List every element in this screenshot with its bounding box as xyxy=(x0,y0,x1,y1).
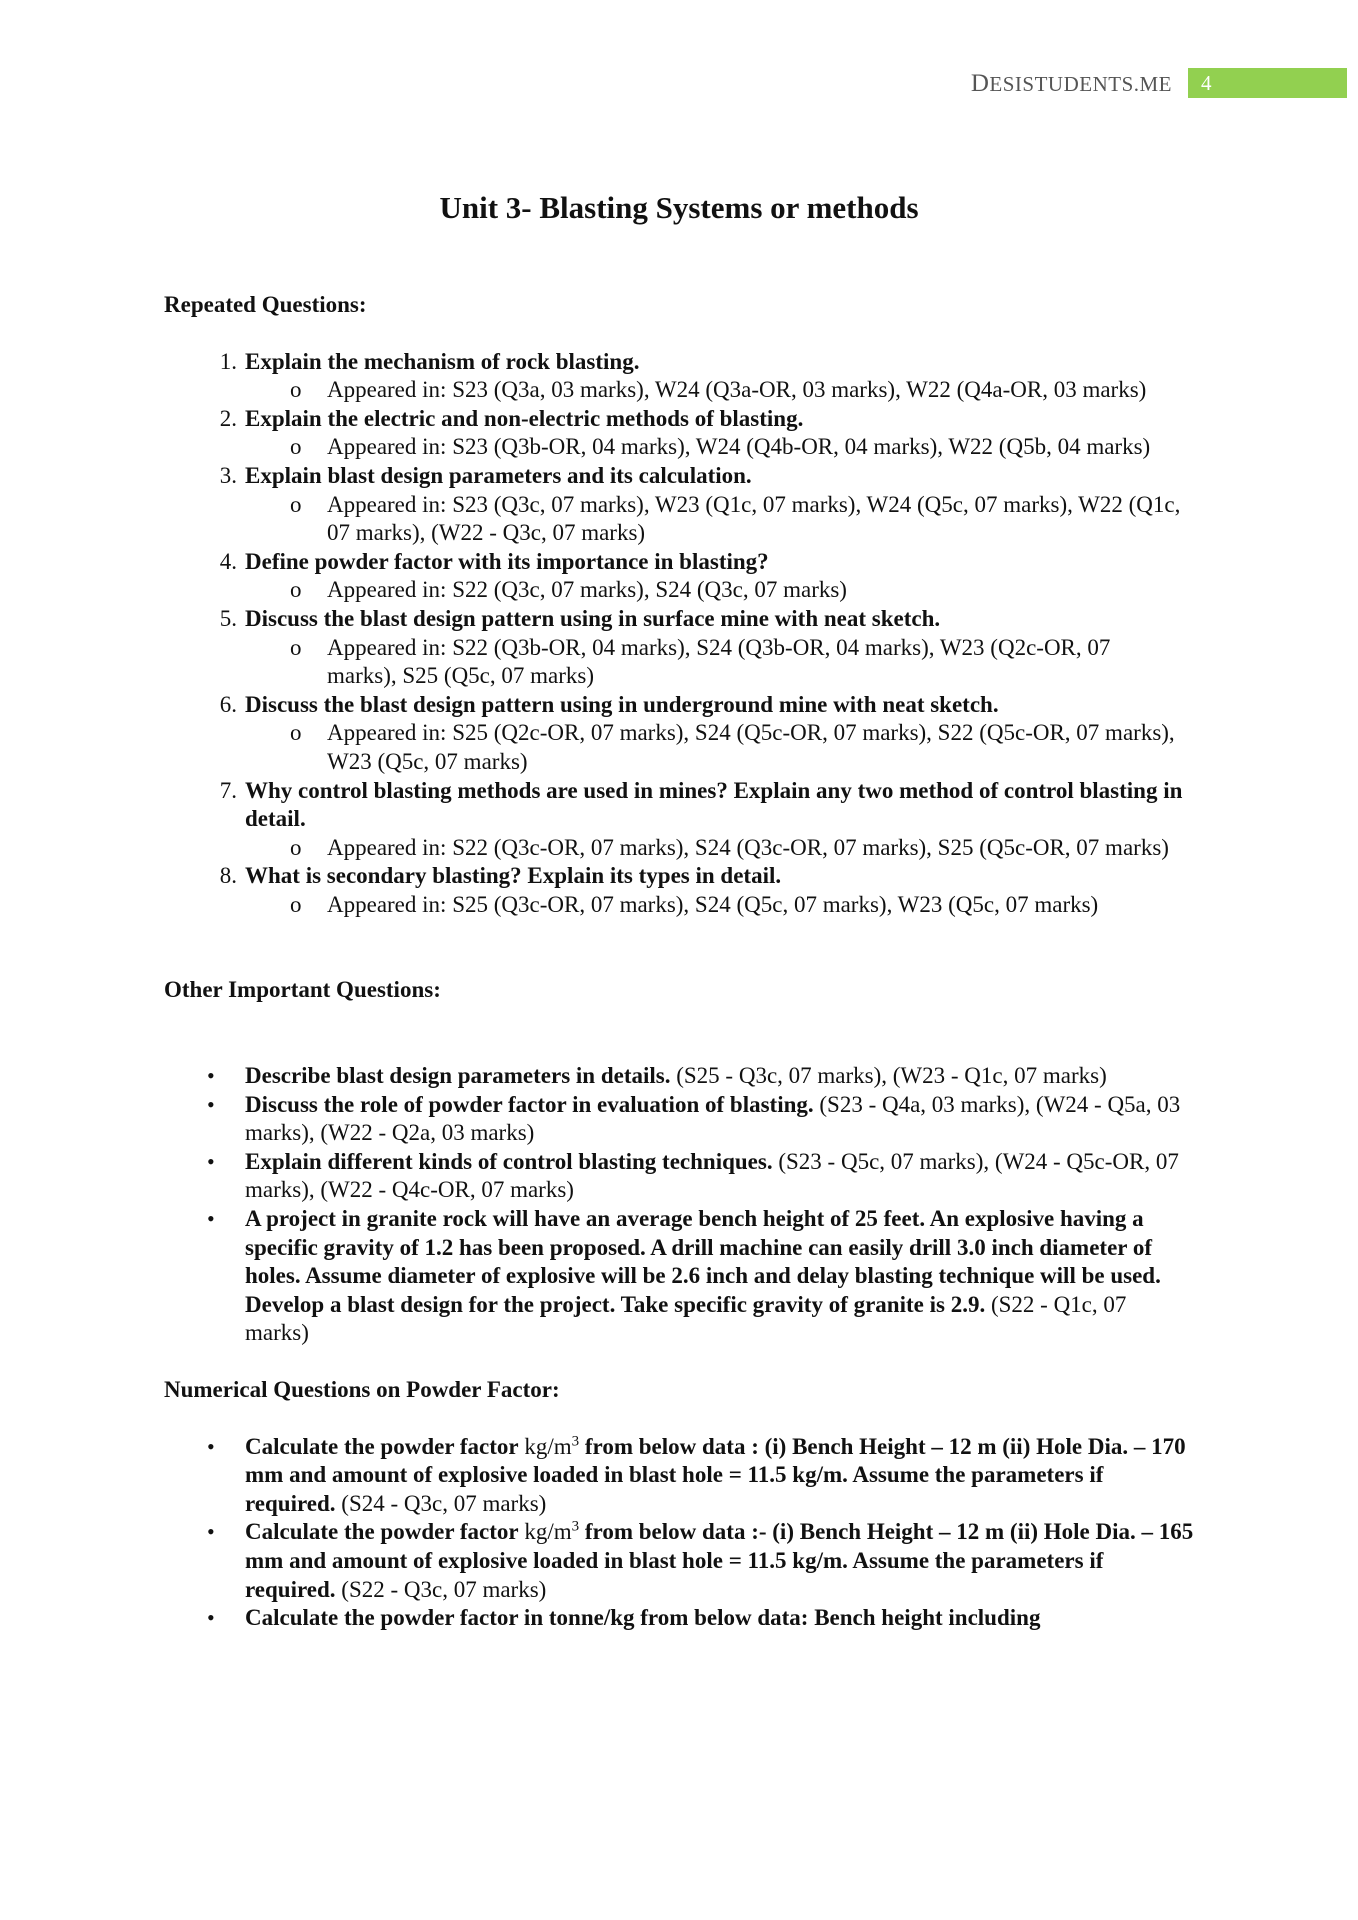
bullet-o-icon: o xyxy=(290,834,302,860)
question-text: Why control blasting methods are used in mines? Explain any two method of control blasting in detail. xyxy=(245,777,1183,832)
bullet-o-icon: o xyxy=(290,434,302,460)
list-item xyxy=(207,1062,1195,1091)
question-text: Describe blast design parameters in details. xyxy=(245,1063,671,1089)
unit-superscript: 3 xyxy=(571,1518,580,1535)
bullet-dot-icon: • xyxy=(207,1605,215,1631)
list-item xyxy=(207,1148,1195,1205)
appeared-in: o Appeared in: S23 (Q3c, 07 marks), W23 (Q1c, 07 marks), W24 (Q5c, 07 marks), W22 (Q1c, 07 marks), (W22 - Q3c, 07 marks) xyxy=(290,491,1181,546)
appeared-in: o Appeared in: S23 (Q3b-OR, 04 marks), W24 (Q4b-OR, 04 marks), W22 (Q5b, 04 marks) xyxy=(327,433,1185,462)
bullet-dot-icon: • xyxy=(207,1519,215,1545)
question-text: Calculate the powder factor in tonne/kg from below data: Bench height including xyxy=(245,1605,1041,1631)
question-text: Calculate the powder factor xyxy=(245,1519,519,1545)
question-ref: (S23 - Q4a, 03 marks), (W24 - Q5a, 03 marks), (W22 - Q2a, 03 marks) xyxy=(245,1091,1181,1146)
appeared-in: o Appeared in: S22 (Q3c, 07 marks), S24 (Q3c, 07 marks) xyxy=(327,576,1185,605)
site-name: DESISTUDENTS.ME xyxy=(970,70,1172,97)
bullet-o-icon: o xyxy=(290,720,302,746)
question-text: Explain different kinds of control blasting techniques. xyxy=(245,1148,773,1174)
appeared-in: o Appeared in: S23 (Q3a, 03 marks), W24 (Q3a-OR, 03 marks), W22 (Q4a-OR, 03 marks) xyxy=(327,376,1185,405)
question-text: Explain the electric and non-electric methods of blasting. xyxy=(245,405,804,431)
appeared-in: o Appeared in: S22 (Q3b-OR, 04 marks), S24 (Q3b-OR, 04 marks), W23 (Q2c-OR, 07 marks), S25 (Q5c, 07 marks) xyxy=(290,634,1111,689)
item-number: 1. xyxy=(219,348,237,374)
question-text: Discuss the blast design pattern using in underground mine with neat sketch. xyxy=(245,691,999,717)
list-item xyxy=(219,691,1185,777)
question-text: A project in granite rock will have an average bench height of 25 feet. An explosive having a specific gravity of 1.2 has been proposed. A drill machine can easily drill 3.0 inch diameter of holes. Assume diameter of explosive will be 2.6 inch and delay blasting technique will be used. Develop a blast design for the project. Take specific gravity of granite is 2.9. xyxy=(245,1206,1161,1317)
other-questions-heading: Other Important Questions: xyxy=(164,977,441,1003)
unit-text: kg/m xyxy=(518,1519,572,1545)
unit-superscript: 3 xyxy=(571,1432,580,1449)
bullet-o-icon: o xyxy=(290,891,302,917)
page-number: 4 xyxy=(1201,71,1212,95)
appeared-in: o Appeared in: S22 (Q3c-OR, 07 marks), S24 (Q3c-OR, 07 marks), S25 (Q5c-OR, 07 marks) xyxy=(327,834,1185,863)
item-number: 7. xyxy=(219,777,237,803)
question-ref: (S22 - Q3c, 07 marks) xyxy=(335,1576,547,1602)
list-item xyxy=(219,462,1185,548)
page-header xyxy=(0,68,1358,98)
numerical-questions-list xyxy=(0,1433,1358,1633)
list-item xyxy=(219,405,1185,462)
question-text: What is secondary blasting? Explain its types in detail. xyxy=(245,863,782,889)
appeared-in: o Appeared in: S25 (Q3c-OR, 07 marks), S24 (Q5c, 07 marks), W23 (Q5c, 07 marks) xyxy=(327,891,1185,920)
list-item xyxy=(219,605,1185,691)
question-text: Calculate the powder factor xyxy=(245,1433,519,1459)
item-number: 2. xyxy=(219,405,237,431)
question-text-cont: from below data : (i) Bench Height – 12 m (ii) Hole Dia. – 170 mm and amount of explosive loaded in blast hole = 11.5 kg/m. Assume the parameters if required. xyxy=(245,1433,1186,1516)
question-text-cont: from below data :- (i) Bench Height – 12 m (ii) Hole Dia. – 165 mm and amount of explosive loaded in blast hole = 11.5 kg/m. Assume the parameters if required. xyxy=(245,1519,1194,1602)
page-number-badge xyxy=(1188,68,1347,98)
question-text: Explain the mechanism of rock blasting. xyxy=(245,348,640,374)
bullet-dot-icon: • xyxy=(207,1091,215,1117)
item-number: 8. xyxy=(219,863,237,889)
item-number: 5. xyxy=(219,605,237,631)
bullet-dot-icon: • xyxy=(207,1063,215,1089)
repeated-questions-heading: Repeated Questions: xyxy=(164,292,367,317)
item-number: 6. xyxy=(219,691,237,717)
page-title: Unit 3- Blasting Systems or methods xyxy=(439,190,919,225)
question-ref: (S24 - Q3c, 07 marks) xyxy=(335,1490,547,1516)
question-ref: (S25 - Q3c, 07 marks), (W23 - Q1c, 07 marks) xyxy=(670,1063,1107,1089)
list-item xyxy=(219,548,1185,605)
bullet-o-icon: o xyxy=(290,634,302,660)
list-item xyxy=(219,777,1185,863)
appeared-in: o Appeared in: S25 (Q2c-OR, 07 marks), S24 (Q5c-OR, 07 marks), S22 (Q5c-OR, 07 marks), W23 (Q5c, 07 marks) xyxy=(290,720,1175,774)
bullet-dot-icon: • xyxy=(207,1206,215,1232)
document-body xyxy=(0,291,1358,1633)
bullet-dot-icon: • xyxy=(207,1148,215,1174)
question-ref: (S23 - Q5c, 07 marks), (W24 - Q5c-OR, 07 marks), (W22 - Q4c-OR, 07 marks) xyxy=(245,1148,1179,1203)
bullet-dot-icon: • xyxy=(207,1433,215,1459)
bullet-o-icon: o xyxy=(290,577,302,603)
question-text: Discuss the role of powder factor in evaluation of blasting. xyxy=(245,1091,814,1117)
question-text: Define powder factor with its importance in blasting? xyxy=(245,548,769,574)
list-item xyxy=(207,1518,1195,1604)
list-item xyxy=(219,348,1185,405)
list-item xyxy=(219,862,1185,919)
question-text: Discuss the blast design pattern using in surface mine with neat sketch. xyxy=(245,605,941,631)
question-ref: (S22 - Q1c, 07 marks) xyxy=(245,1291,1127,1346)
list-item xyxy=(207,1432,1195,1519)
item-number: 3. xyxy=(219,462,237,488)
bullet-o-icon: o xyxy=(290,491,302,517)
list-item xyxy=(207,1205,1195,1348)
question-text: Explain blast design parameters and its calculation. xyxy=(245,462,752,488)
numerical-questions-heading: Numerical Questions on Powder Factor: xyxy=(164,1377,560,1402)
list-item xyxy=(207,1604,1195,1633)
bullet-o-icon: o xyxy=(290,377,302,403)
item-number: 4. xyxy=(219,548,237,574)
unit-text: kg/m xyxy=(518,1433,572,1459)
list-item xyxy=(207,1091,1195,1148)
repeated-questions-list xyxy=(0,348,1358,920)
other-questions-list xyxy=(0,1062,1358,1348)
